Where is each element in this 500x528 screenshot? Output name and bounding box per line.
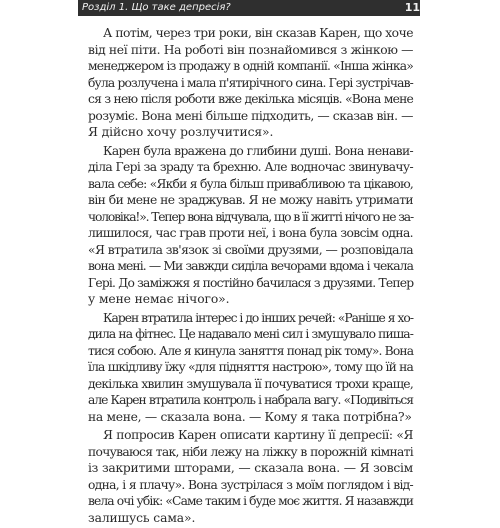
text-line: вона мені. — Ми завжди сиділа вечорами вдома і чекала (88, 259, 413, 273)
chapter-title: Розділ 1. Що таке депресія? (82, 2, 231, 13)
paragraph-4 (88, 427, 413, 526)
text-line: «Я втратила зв'язок зі своїми друзями, — розповідала (88, 242, 413, 257)
paragraph-1 (88, 25, 413, 141)
text-line: він би мене не зраджував. Я не можу навіть утримати (88, 193, 413, 207)
running-header (0, 0, 500, 17)
text-line: Карен була вражена до глибини душі. Вона ненави- (103, 143, 413, 158)
text-line: А потім, через три роки, він сказав Карен, що хоче (103, 26, 413, 40)
text-line: на мене, — сказала вона. — Кому я така потрібна?» (88, 409, 412, 424)
text-line: Я дійсно хочу розлучитися». (88, 125, 274, 139)
text-line: із закритими шторами, — сказала вона. — Я зовсім (88, 461, 413, 475)
text-line: дила на фітнес. Це надавало мені сил і змушувало пиша- (88, 327, 413, 341)
page-number: 11 (404, 1, 420, 14)
text-line: була розлучена і мала п'ятирічного сина. Гері зустрічав- (88, 75, 413, 90)
text-line: вала себе: «Якби я була більш привабливою та цікавою, (88, 176, 413, 191)
paragraph-3 (88, 310, 413, 426)
text-line: розуміє. Вона мені більше підходить, — сказав він. — (88, 108, 413, 123)
text-line: почуваюся так, ніби лежу на ліжку в порожній кімнаті (88, 444, 413, 459)
text-line: але Карен втратила контроль і набрала вагу. «Подивіться (88, 393, 413, 407)
text-line: у мене немає нічого». (88, 292, 230, 306)
text-line: лишилося, час грав проти неї, і вона була зовсім одна. (88, 226, 413, 240)
paragraph-2 (88, 143, 413, 308)
text-line: менеджером із продажу в одній компанії. «Інша жінка» (88, 59, 413, 73)
text-line: тися собою. Але я кинула заняття понад рік тому». Вона (88, 343, 414, 358)
text-line: вела очі убік: «Саме таким і буде моє життя. Я назавжди (88, 494, 414, 508)
text-line: ся з нею після роботи вже декілька місяців. «Вона мене (88, 92, 413, 106)
text-line: одна, і я плачу». Вона зустрілася з моїм поглядом і від- (88, 477, 413, 492)
body-text (88, 25, 413, 528)
text-line: Карен втратила інтерес і до інших речей: «Раніше я хо- (103, 310, 413, 325)
text-line: діла Гері за зраду та брехню. Але водночас звинувачу- (88, 160, 413, 174)
text-line: Гері. До заміжжя я постійно бачилася з друзями. Тепер (88, 275, 414, 290)
text-line: Я попросив Карен описати картину її депресії: «Я (103, 428, 413, 442)
text-line: від неї піти. На роботі він познайомився з жінкою — (88, 42, 414, 57)
text-line: залишусь сама». (88, 510, 196, 525)
text-line: декілька хвилин змушувала її почуватися трохи краще, (88, 376, 413, 391)
text-line: чоловіка!». Тепер вона відчувала, що в її житті нічого не за- (88, 209, 413, 224)
text-line: їла шкідливу їжу «для підняття настрою», тому що їй на (88, 360, 413, 374)
